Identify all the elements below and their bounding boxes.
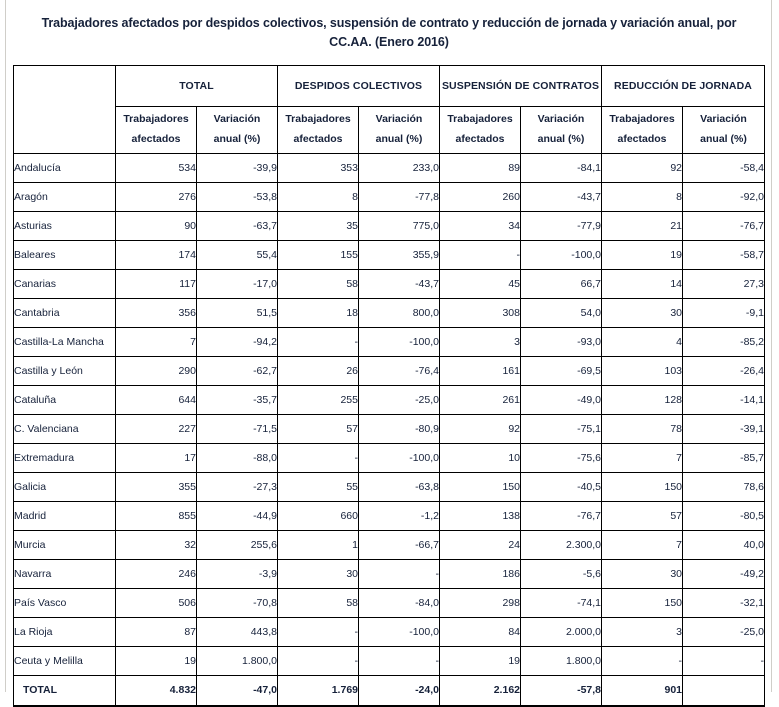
subheader-suspension-trabajadores	[440, 106, 521, 153]
cell-value: -	[278, 646, 359, 675]
cell-value: -58,4	[683, 153, 765, 182]
cell-value: 7	[116, 327, 197, 356]
region-label: Castilla-La Mancha	[14, 327, 116, 356]
subheader-line-2: anual (%)	[213, 132, 261, 145]
cell-value: 255,6	[197, 530, 278, 559]
table-row	[14, 530, 765, 559]
cell-value: 7	[602, 443, 683, 472]
cell-value: 353	[278, 153, 359, 182]
region-label: Cataluña	[14, 385, 116, 414]
cell-value: 660	[278, 501, 359, 530]
table-row	[14, 617, 765, 646]
cell-value: 54,0	[521, 298, 602, 327]
cell-value: 174	[116, 240, 197, 269]
cell-value: 260	[440, 182, 521, 211]
subheader-reduccion-trabajadores	[602, 106, 683, 153]
cell-value: -39,9	[197, 153, 278, 182]
cell-value: -84,0	[359, 588, 440, 617]
cell-value: 276	[116, 182, 197, 211]
subheader-line-2: afectados	[293, 132, 343, 145]
cell-value: 255	[278, 385, 359, 414]
page-title-line-2: CC.AA. (Enero 2016)	[329, 35, 449, 50]
cell-value: 855	[116, 501, 197, 530]
cell-value: 2.000,0	[521, 617, 602, 646]
cell-value: -	[278, 327, 359, 356]
cell-value: 24	[440, 530, 521, 559]
cell-value: 2.162	[440, 675, 521, 706]
region-label: Extremadura	[14, 443, 116, 472]
subheader-despidos-variacion	[359, 106, 440, 153]
cell-value: -58,7	[683, 240, 765, 269]
cell-value: 186	[440, 559, 521, 588]
cell-value: 7	[602, 530, 683, 559]
cell-value: 2.300,0	[521, 530, 602, 559]
cell-value: -84,1	[521, 153, 602, 182]
cell-value: 34	[440, 211, 521, 240]
table-corner-cell	[14, 65, 116, 153]
subheader-line-2: anual (%)	[375, 132, 423, 145]
table-head	[14, 65, 765, 153]
cell-value: 27,3	[683, 269, 765, 298]
region-label: Cantabria	[14, 298, 116, 327]
cell-value: -47,0	[197, 675, 278, 706]
subheader-despidos-trabajadores	[278, 106, 359, 153]
region-label: Baleares	[14, 240, 116, 269]
cell-value: 26	[278, 356, 359, 385]
region-label: Madrid	[14, 501, 116, 530]
cell-value: 21	[602, 211, 683, 240]
cell-value: -75,6	[521, 443, 602, 472]
cell-value: 55,4	[197, 240, 278, 269]
table-subheader-row	[14, 106, 765, 153]
cell-value: -25,0	[683, 617, 765, 646]
subheader-line-1: Trabajadores	[285, 113, 351, 126]
cell-value: 901	[602, 675, 683, 706]
region-label: Andalucía	[14, 153, 116, 182]
group-header-despidos: DESPIDOS COLECTIVOS	[278, 65, 440, 106]
region-label: Castilla y León	[14, 356, 116, 385]
cell-value: -	[359, 646, 440, 675]
cell-value: 19	[440, 646, 521, 675]
group-header-reduccion: REDUCCIÓN DE JORNADA	[602, 65, 765, 106]
cell-value: 1	[278, 530, 359, 559]
cell-value: -93,0	[521, 327, 602, 356]
subheader-line-1: Trabajadores	[609, 113, 675, 126]
cell-value: 4.832	[116, 675, 197, 706]
table-row	[14, 356, 765, 385]
region-label: País Vasco	[14, 588, 116, 617]
page-title-line-1: Trabajadores afectados por despidos colectivos, suspensión de contrato y reducción de jornada y variación anual, por	[41, 16, 737, 30]
region-label: La Rioja	[14, 617, 116, 646]
cell-value: -49,0	[521, 385, 602, 414]
table-row	[14, 588, 765, 617]
table-row	[14, 269, 765, 298]
cell-value: 290	[116, 356, 197, 385]
subheader-reduccion-variacion	[683, 106, 765, 153]
cell-value: 775,0	[359, 211, 440, 240]
cell-value: 58	[278, 269, 359, 298]
cell-value: 1.800,0	[197, 646, 278, 675]
region-label: Ceuta y Melilla	[14, 646, 116, 675]
cell-value: 57	[278, 414, 359, 443]
cell-value: 161	[440, 356, 521, 385]
cell-value: 30	[602, 559, 683, 588]
cell-value: -77,8	[359, 182, 440, 211]
table-row	[14, 327, 765, 356]
cell-value: -9,1	[683, 298, 765, 327]
table-row	[14, 182, 765, 211]
cell-value: 800,0	[359, 298, 440, 327]
cell-value: -32,1	[683, 588, 765, 617]
cell-value: 128	[602, 385, 683, 414]
cell-value: 78	[602, 414, 683, 443]
cell-value: 150	[602, 472, 683, 501]
cell-value: -14,1	[683, 385, 765, 414]
cell-value: 57	[602, 501, 683, 530]
cell-value: 8	[278, 182, 359, 211]
region-label: Navarra	[14, 559, 116, 588]
cell-value: 30	[278, 559, 359, 588]
cell-value: -85,2	[683, 327, 765, 356]
cell-value: -27,3	[197, 472, 278, 501]
cell-value: -25,0	[359, 385, 440, 414]
cell-value: -74,1	[521, 588, 602, 617]
cell-value: -	[278, 443, 359, 472]
report-sheet	[13, 0, 765, 707]
cell-value: -88,0	[197, 443, 278, 472]
cell-value: -77,9	[521, 211, 602, 240]
total-label: TOTAL	[14, 675, 116, 706]
region-label: Galicia	[14, 472, 116, 501]
table-body	[14, 153, 765, 706]
cell-value: 89	[440, 153, 521, 182]
subheader-total-variacion	[197, 106, 278, 153]
cell-value: -63,7	[197, 211, 278, 240]
cell-value: -69,5	[521, 356, 602, 385]
cell-value: 233,0	[359, 153, 440, 182]
table-row	[14, 240, 765, 269]
cell-value: 55	[278, 472, 359, 501]
cell-value: 103	[602, 356, 683, 385]
cell-value: -66,7	[359, 530, 440, 559]
cell-value: -100,0	[359, 443, 440, 472]
cell-value: -35,7	[197, 385, 278, 414]
cell-value: -85,7	[683, 443, 765, 472]
cell-value: 298	[440, 588, 521, 617]
cell-value: -43,7	[359, 269, 440, 298]
cell-value: -80,9	[359, 414, 440, 443]
cell-value: 246	[116, 559, 197, 588]
cell-value: -17,0	[197, 269, 278, 298]
cell-value: -49,2	[683, 559, 765, 588]
subheader-total-trabajadores	[116, 106, 197, 153]
cell-value: -5,6	[521, 559, 602, 588]
cell-value: -62,7	[197, 356, 278, 385]
cell-value: -92,0	[683, 182, 765, 211]
table-row	[14, 414, 765, 443]
region-label: Asturias	[14, 211, 116, 240]
table-row	[14, 472, 765, 501]
cell-value: 8	[602, 182, 683, 211]
cell-value: -	[440, 240, 521, 269]
cell-value: 534	[116, 153, 197, 182]
cell-value: 10	[440, 443, 521, 472]
cell-value: 51,5	[197, 298, 278, 327]
cell-value: -3,9	[197, 559, 278, 588]
cell-value: -63,8	[359, 472, 440, 501]
table-total-row	[14, 675, 765, 706]
cell-value: 40,0	[683, 530, 765, 559]
cell-value: -57,8	[521, 675, 602, 706]
subheader-line-1: Variación	[537, 113, 585, 126]
cell-value: 443,8	[197, 617, 278, 646]
subheader-line-2: afectados	[455, 132, 505, 145]
cell-value: 92	[440, 414, 521, 443]
table-row	[14, 211, 765, 240]
subheader-line-2: anual (%)	[537, 132, 585, 145]
table-row	[14, 443, 765, 472]
cell-value: 155	[278, 240, 359, 269]
page-margin-rule-right	[771, 0, 772, 692]
group-header-total: TOTAL	[116, 65, 278, 106]
page-title	[13, 0, 765, 65]
cell-value: 138	[440, 501, 521, 530]
cell-value: 355	[116, 472, 197, 501]
cell-value: -24,0	[359, 675, 440, 706]
region-label: C. Valenciana	[14, 414, 116, 443]
cell-value: 3	[602, 617, 683, 646]
subheader-line-1: Trabajadores	[447, 113, 513, 126]
cell-value: -100,0	[359, 327, 440, 356]
cell-value: 355,9	[359, 240, 440, 269]
cell-value: -26,4	[683, 356, 765, 385]
cell-value: -	[359, 559, 440, 588]
cell-value: 84	[440, 617, 521, 646]
cell-value: -100,0	[521, 240, 602, 269]
cell-value: -76,7	[521, 501, 602, 530]
cell-value: 18	[278, 298, 359, 327]
cell-value: -94,2	[197, 327, 278, 356]
cell-value: 644	[116, 385, 197, 414]
subheader-line-2: afectados	[617, 132, 667, 145]
cell-value: -75,1	[521, 414, 602, 443]
subheader-line-1: Variación	[213, 113, 261, 126]
cell-value: -	[278, 617, 359, 646]
cell-value: 1.800,0	[521, 646, 602, 675]
cell-value: -44,9	[197, 501, 278, 530]
cell-value: 17	[116, 443, 197, 472]
region-label: Murcia	[14, 530, 116, 559]
cell-value: -43,7	[521, 182, 602, 211]
cell-value: 19	[116, 646, 197, 675]
subheader-line-1: Variación	[375, 113, 423, 126]
cell-value: 66,7	[521, 269, 602, 298]
region-label: Canarias	[14, 269, 116, 298]
group-header-suspension: SUSPENSIÓN DE CONTRATOS	[440, 65, 602, 106]
cell-value: 19	[602, 240, 683, 269]
cell-value: -53,8	[197, 182, 278, 211]
cell-value: 150	[440, 472, 521, 501]
cell-value: -71,5	[197, 414, 278, 443]
cell-value: 308	[440, 298, 521, 327]
cell-value: 87	[116, 617, 197, 646]
cell-value: 30	[602, 298, 683, 327]
cell-value: -1,2	[359, 501, 440, 530]
cell-value: -70,8	[197, 588, 278, 617]
workers-affected-table	[13, 65, 765, 707]
table-row	[14, 385, 765, 414]
table-row	[14, 298, 765, 327]
page-margin-rule-left	[5, 0, 6, 692]
cell-value: 356	[116, 298, 197, 327]
subheader-line-1: Trabajadores	[123, 113, 189, 126]
cell-value: -	[683, 646, 765, 675]
cell-value: 3	[440, 327, 521, 356]
cell-value: 58	[278, 588, 359, 617]
cell-value: 32	[116, 530, 197, 559]
cell-value: 117	[116, 269, 197, 298]
cell-value: -80,5	[683, 501, 765, 530]
table-row	[14, 153, 765, 182]
cell-value: 506	[116, 588, 197, 617]
subheader-line-2: anual (%)	[700, 132, 747, 145]
region-label: Aragón	[14, 182, 116, 211]
cell-value: 78,6	[683, 472, 765, 501]
cell-value: 150	[602, 588, 683, 617]
cell-value: 92	[602, 153, 683, 182]
subheader-line-1: Variación	[700, 113, 747, 126]
cell-value: 261	[440, 385, 521, 414]
cell-value: 14	[602, 269, 683, 298]
cell-value	[683, 675, 765, 706]
subheader-line-2: afectados	[131, 132, 181, 145]
cell-value: 4	[602, 327, 683, 356]
cell-value: 227	[116, 414, 197, 443]
cell-value: -100,0	[359, 617, 440, 646]
table-row	[14, 501, 765, 530]
subheader-suspension-variacion	[521, 106, 602, 153]
cell-value: 90	[116, 211, 197, 240]
cell-value: -	[602, 646, 683, 675]
cell-value: -76,7	[683, 211, 765, 240]
cell-value: -76,4	[359, 356, 440, 385]
table-group-header-row	[14, 65, 765, 106]
cell-value: 1.769	[278, 675, 359, 706]
table-row	[14, 559, 765, 588]
table-row	[14, 646, 765, 675]
cell-value: 45	[440, 269, 521, 298]
cell-value: -40,5	[521, 472, 602, 501]
cell-value: -39,1	[683, 414, 765, 443]
cell-value: 35	[278, 211, 359, 240]
